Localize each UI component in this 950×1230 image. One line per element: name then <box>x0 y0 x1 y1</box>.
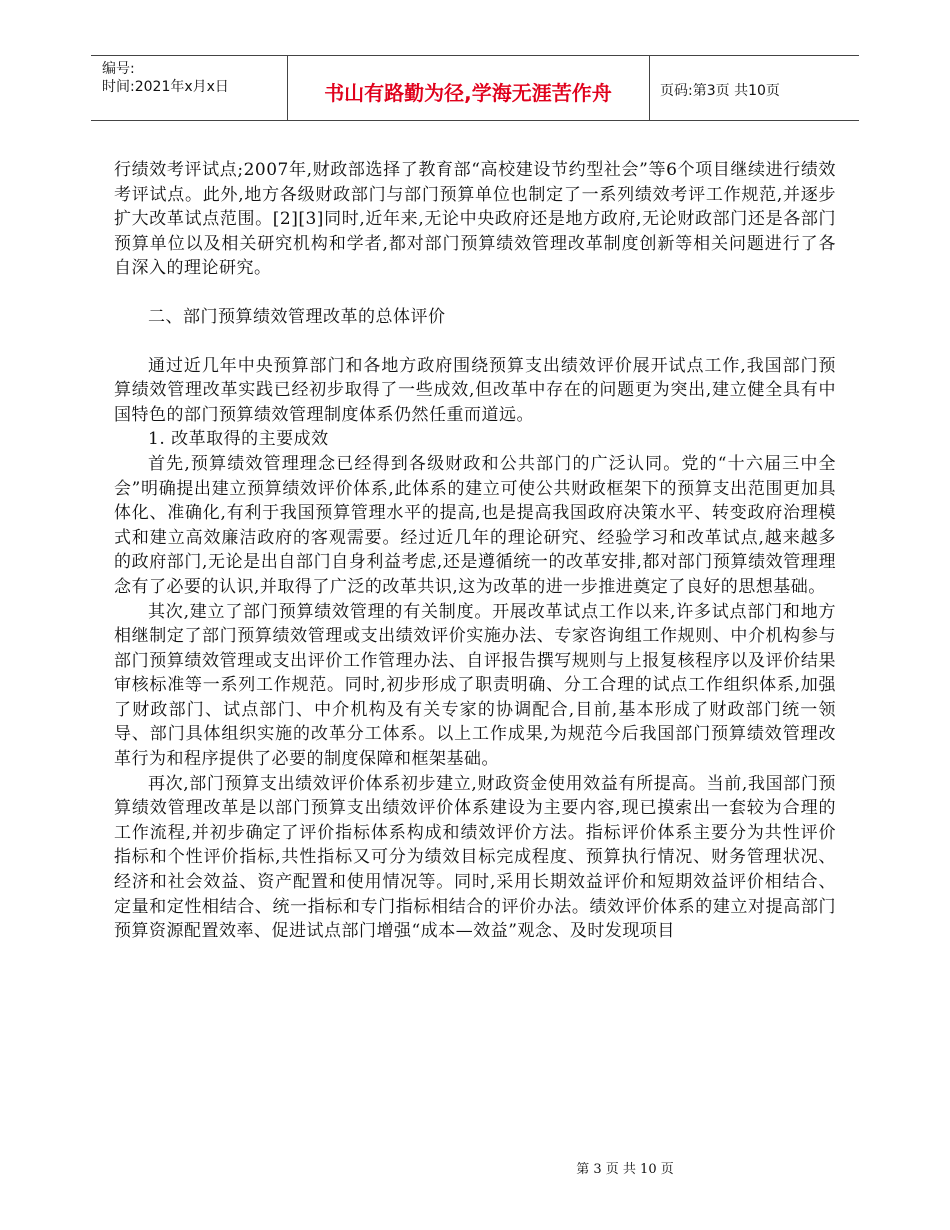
section-heading-2: 二、部门预算绩效管理改革的总体评价 <box>148 306 446 327</box>
paragraph-4: 其次,建立了部门预算绩效管理的有关制度。开展改革试点工作以来,许多试点部门和地方相继制定了部门预算绩效管理或支出绩效评价实施办法、专家咨询组工作规则、中介机构参与部门预算绩效管理或支出评价工作管理办法、自评报告撰写规则与上报复核程序以及评价结果审核标准等一系列工作规范。同时,初步形成了职责明确、分工合理的试点工作组织体系,加强了财政部门、试点部门、中介机构及有关专家的协调配合,目前,基本形成了财政部门统一领导、部门具体组织实施的改革分工体系。以上工作成果,为规范今后我国部门预算绩效管理改革行为和程序提供了必要的制度保障和框架基础。 <box>114 601 836 770</box>
header-bottom-rule <box>91 120 859 121</box>
paragraph-1: 行绩效考评试点;2007年,财政部选择了教育部“高校建设节约型社会”等6个项目继续进行绩效考评试点。此外,地方各级财政部门与部门预算单位也制定了一系列绩效考评工作规范,并逐步扩大改革试点范围。[2][3]同时,近年来,无论中央政府还是地方政府,无论财政部门还是各部门预算单位以及相关研究机构和学者,都对部门预算绩效管理改革制度创新等相关问题进行了各自深入的理论研究。 <box>114 160 836 279</box>
header-meta <box>102 60 229 96</box>
header-code-label: 编号: <box>102 61 135 77</box>
paragraph-5: 再次,部门预算支出绩效评价体系初步建立,财政资金使用效益有所提高。当前,我国部门预算绩效管理改革是以部门预算支出绩效评价体系建设为主要内容,现已摸索出一套较为合理的工作流程,并初步确定了评价指标体系构成和绩效评价方法。指标评价体系主要分为共性评价指标和个性评价指标,共性指标又可分为绩效目标完成程度、预算执行情况、财务管理状况、经济和社会效益、资产配置和使用情况等。同时,采用长期效益评价和短期效益评价相结合、定量和定性相结合、统一指标和专门指标相结合的评价办法。绩效评价体系的建立对提高部门预算资源配置效率、促进试点部门增强“成本—效益”观念、及时发现项目 <box>114 773 836 942</box>
header-page-label: 页码:第3页 共10页 <box>660 83 780 99</box>
header-time-label: 时间:2021年x月x日 <box>102 79 229 95</box>
header-motto: 书山有路勤为径,学海无涯苦作舟 <box>324 81 612 105</box>
paragraph-2: 通过近几年中央预算部门和各地方政府围绕预算支出绩效评价展开试点工作,我国部门预算绩效管理改革实践已经初步取得了一些成效,但改革中存在的问题更为突出,建立健全具有中国特色的部门预算绩效管理制度体系仍然任重而道远。 <box>114 355 836 425</box>
footer-page-number: 第 3 页 共 10 页 <box>576 1162 674 1177</box>
header-top-rule <box>91 55 859 56</box>
page-footer <box>0 1158 950 1177</box>
subsection-heading-1: 1. 改革取得的主要成效 <box>148 429 329 450</box>
document-body <box>114 158 836 944</box>
paragraph-3: 首先,预算绩效管理理念已经得到各级财政和公共部门的广泛认同。党的“十六届三中全会”明确提出建立预算绩效评价体系,此体系的建立可使公共财政框架下的预算支出范围更加具体化、准确化,有利于我国预算管理水平的提高,也是提高我国政府决策水平、转变政府治理模式和建立高效廉洁政府的客观需要。经过近几年的理论研究、经验学习和改革试点,越来越多的政府部门,无论是出自部门自身利益考虑,还是遵循统一的改革安排,都对部门预算绩效管理理念有了必要的认识,并取得了广泛的改革共识,这为改革的进一步推进奠定了良好的思想基础。 <box>114 453 836 597</box>
header-divider-right <box>649 55 650 121</box>
